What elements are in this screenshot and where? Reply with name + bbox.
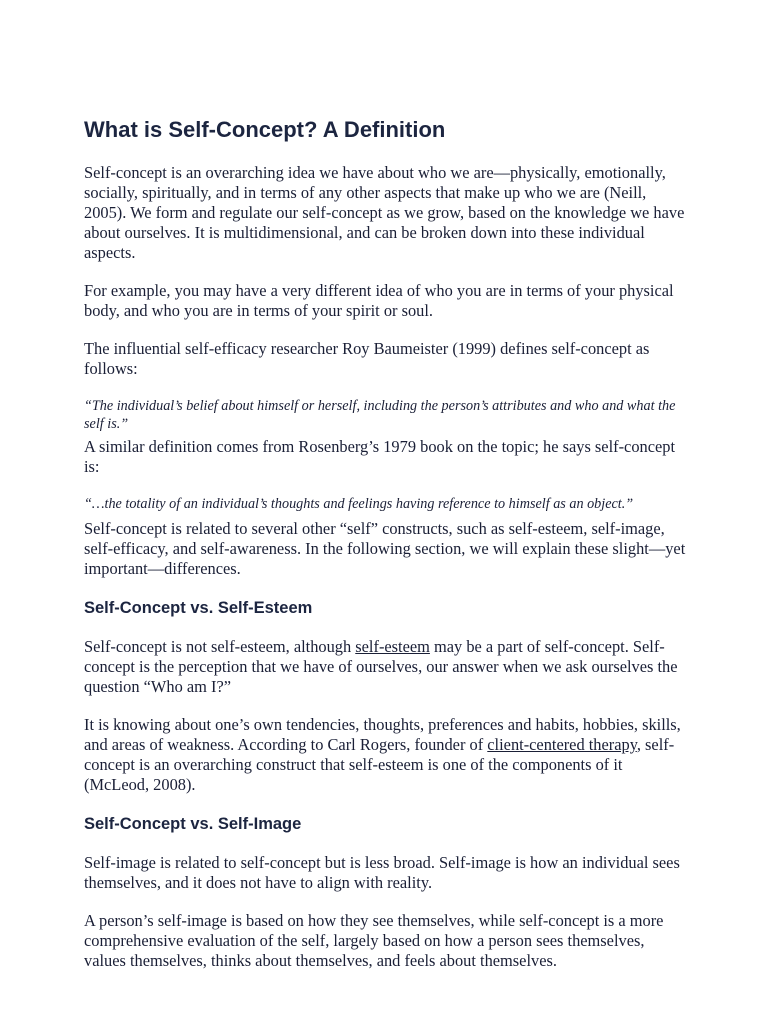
paragraph-related-constructs: Self-concept is related to several other “self” constructs, such as self-esteem, self-image, self-efficacy, and self-awareness. In the following section, we will explain these slight—yet important—differences. — [84, 519, 686, 578]
paragraph-self-esteem — [84, 637, 688, 697]
article — [84, 116, 688, 989]
section-heading-self-image: Self-Concept vs. Self-Image — [84, 815, 302, 833]
paragraph-text: It is knowing about one’s own tendencies, thoughts, preferences and habits, hobbies, skills, and areas of weakness. According to Carl Rogers, founder of — [84, 715, 681, 754]
page-title: What is Self-Concept? A Definition — [84, 117, 446, 142]
paragraph-rogers — [84, 715, 688, 795]
paragraph-definition: Self-concept is an overarching idea we have about who we are—physically, emotionally, socially, spiritually, and in terms of any other aspects that make up who we are (Neill, 2005). We form and regulate our self-concept as we grow, based on the knowledge we have about ourselves. It is multidimensional, and can be broken down into these individual aspects. — [84, 163, 685, 262]
paragraph-self-image: Self-image is related to self-concept but is less broad. Self-image is how an individual sees themselves, and it does not have to align with reality. — [84, 853, 680, 892]
section-heading-self-esteem: Self-Concept vs. Self-Esteem — [84, 599, 313, 617]
paragraph-text: may be a part of self-concept. Self-concept is the perception that we have of ourselves, our answer when we ask ourselves the question “Who am I?” — [84, 637, 678, 696]
quote-baumeister: “The individual’s belief about himself or herself, including the person’s attributes and who and what the self is.” — [84, 398, 676, 432]
paragraph-self-image-vs-concept: A person’s self-image is based on how they see themselves, while self-concept is a more comprehensive evaluation of the self, largely based on how a person sees themselves, values themselves, thinks about themselves, and feels about themselves. — [84, 911, 664, 970]
paragraph-text: , self-concept is an overarching construct that self-esteem is one of the components of it (McLeod, 2008). — [84, 735, 675, 794]
quote-rosenberg: “…the totality of an individual’s thoughts and feelings having reference to himself as an object.” — [84, 496, 634, 512]
self-esteem-link[interactable]: self-esteem — [355, 637, 430, 656]
paragraph-rosenberg-intro: A similar definition comes from Rosenberg’s 1979 book on the topic; he says self-concept is: — [84, 437, 676, 476]
client-centered-therapy-link[interactable]: client-centered therapy — [487, 735, 637, 754]
paragraph-example: For example, you may have a very different idea of who you are in terms of your physical body, and who you are in terms of your spirit or soul. — [84, 281, 674, 320]
paragraph-baumeister-intro: The influential self-efficacy researcher Roy Baumeister (1999) defines self-concept as follows: — [84, 339, 650, 378]
paragraph-text: Self-concept is not self-esteem, although — [84, 637, 356, 656]
